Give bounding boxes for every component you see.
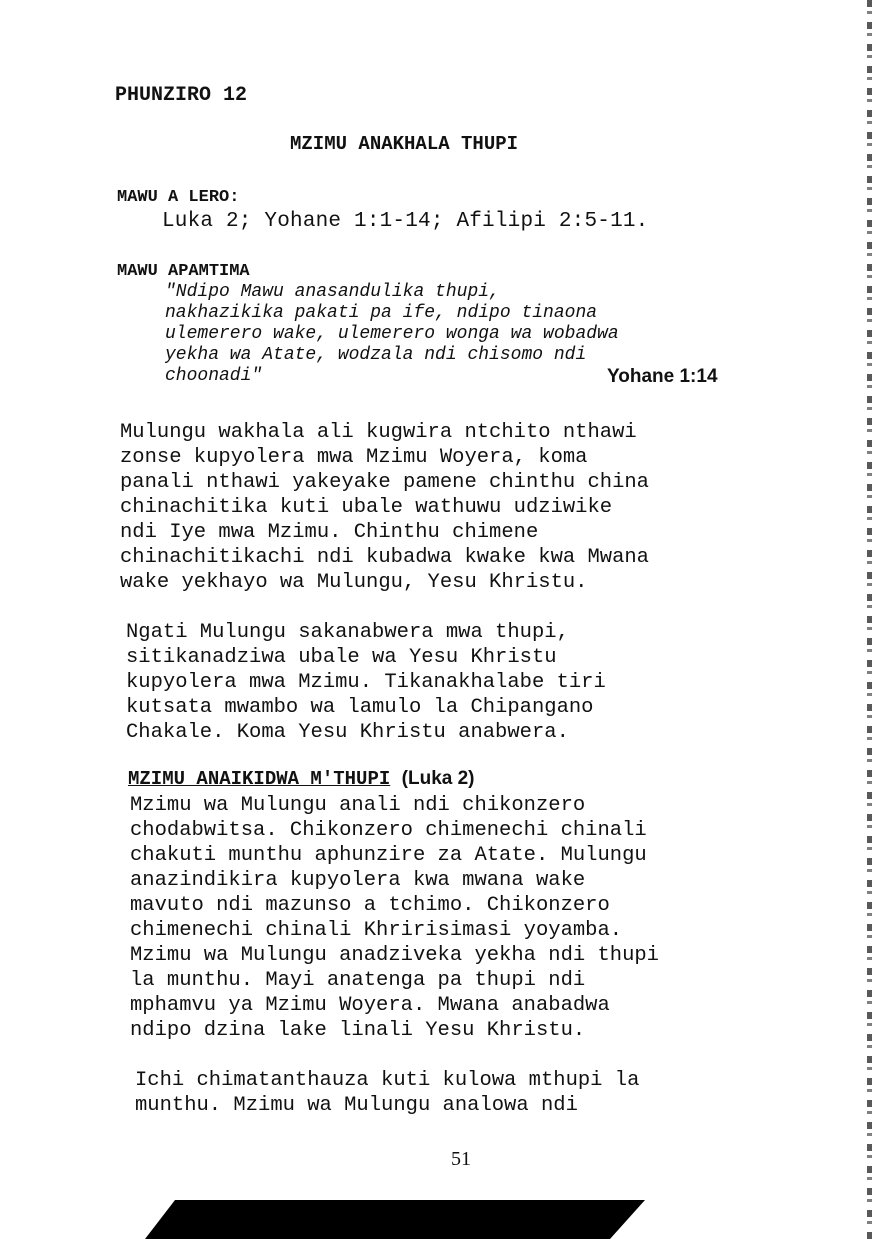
- paragraph-4: [135, 1068, 815, 1118]
- paragraph-line: Mzimu wa Mulungu anadziveka yekha ndi thupi: [130, 944, 659, 967]
- paragraph-line: ndi Iye mwa Mzimu. Chinthu chimene: [120, 521, 539, 544]
- paragraph-1: [120, 420, 800, 595]
- paragraph-line: sitikanadziwa ubale wa Yesu Khristu: [126, 646, 557, 669]
- paragraph-line: ndipo dzina lake linali Yesu Khristu.: [130, 1019, 586, 1042]
- chapter-heading: MZIMU ANAKHALA THUPI: [290, 133, 519, 155]
- section-heading-title: MZIMU ANAIKIDWA M'THUPI: [128, 768, 391, 790]
- paragraph-line: Chakale. Koma Yesu Khristu anabwera.: [126, 721, 569, 744]
- scan-edge-artifact: [867, 0, 872, 1239]
- paragraph-line: Mzimu wa Mulungu anali ndi chikonzero: [130, 794, 586, 817]
- page-number: 51: [451, 1148, 471, 1170]
- verse-line: choonadi": [165, 366, 263, 386]
- verse-line: nakhazikika pakati pa ife, ndipo tinaona: [165, 303, 598, 323]
- paragraph-line: kupyolera mwa Mzimu. Tikanakhalabe tiri: [126, 671, 606, 694]
- paragraph-line: Ichi chimatanthauza kuti kulowa mthupi la: [135, 1069, 640, 1092]
- verse-line: "Ndipo Mawu anasandulika thupi,: [165, 282, 500, 302]
- paragraph-line: chodabwitsa. Chikonzero chimenechi chinali: [130, 819, 647, 842]
- scan-shadow-bar: [145, 1200, 645, 1239]
- paragraph-line: chimenechi chinali Khririsimasi yoyamba.: [130, 919, 623, 942]
- paragraph-line: mavuto ndi mazunso a tchimo. Chikonzero: [130, 894, 610, 917]
- readings-label: MAWU A LERO:: [117, 188, 240, 207]
- paragraph-line: zonse kupyolera mwa Mzimu Woyera, koma: [120, 446, 588, 469]
- verse-line: yekha wa Atate, wodzala ndi chisomo ndi: [165, 345, 587, 365]
- paragraph-line: kutsata mwambo wa lamulo la Chipangano: [126, 696, 594, 719]
- paragraph-line: panali nthawi yakeyake pamene chinthu china: [120, 471, 649, 494]
- paragraph-line: Ngati Mulungu sakanabwera mwa thupi,: [126, 621, 569, 644]
- paragraph-line: Mulungu wakhala ali kugwira ntchito nthawi: [120, 421, 637, 444]
- verse-line: ulemerero wake, ulemerero wonga wa wobadwa: [165, 324, 619, 344]
- paragraph-2: [126, 620, 806, 745]
- paragraph-line: la munthu. Mayi anatenga pa thupi ndi: [130, 969, 586, 992]
- paragraph-line: chinachitika kuti ubale wathuwu udziwike: [120, 496, 613, 519]
- readings-references: Luka 2; Yohane 1:1-14; Afilipi 2:5-11.: [162, 210, 649, 233]
- paragraph-3: [130, 793, 810, 1043]
- paragraph-line: chinachitikachi ndi kubadwa kwake kwa Mwana: [120, 546, 649, 569]
- key-verse-label: MAWU APAMTIMA: [117, 262, 250, 281]
- section-heading-reference: (Luka 2): [401, 768, 475, 789]
- section-heading: [128, 768, 475, 790]
- paragraph-line: wake yekhayo wa Mulungu, Yesu Khristu.: [120, 571, 588, 594]
- paragraph-line: munthu. Mzimu wa Mulungu analowa ndi: [135, 1094, 578, 1117]
- paragraph-line: chakuti munthu aphunzire za Atate. Mulungu: [130, 844, 647, 867]
- paragraph-line: mphamvu ya Mzimu Woyera. Mwana anabadwa: [130, 994, 610, 1017]
- paragraph-line: anazindikira kupyolera kwa mwana wake: [130, 869, 586, 892]
- lesson-title: PHUNZIRO 12: [115, 84, 248, 107]
- key-verse-reference: Yohane 1:14: [607, 366, 718, 387]
